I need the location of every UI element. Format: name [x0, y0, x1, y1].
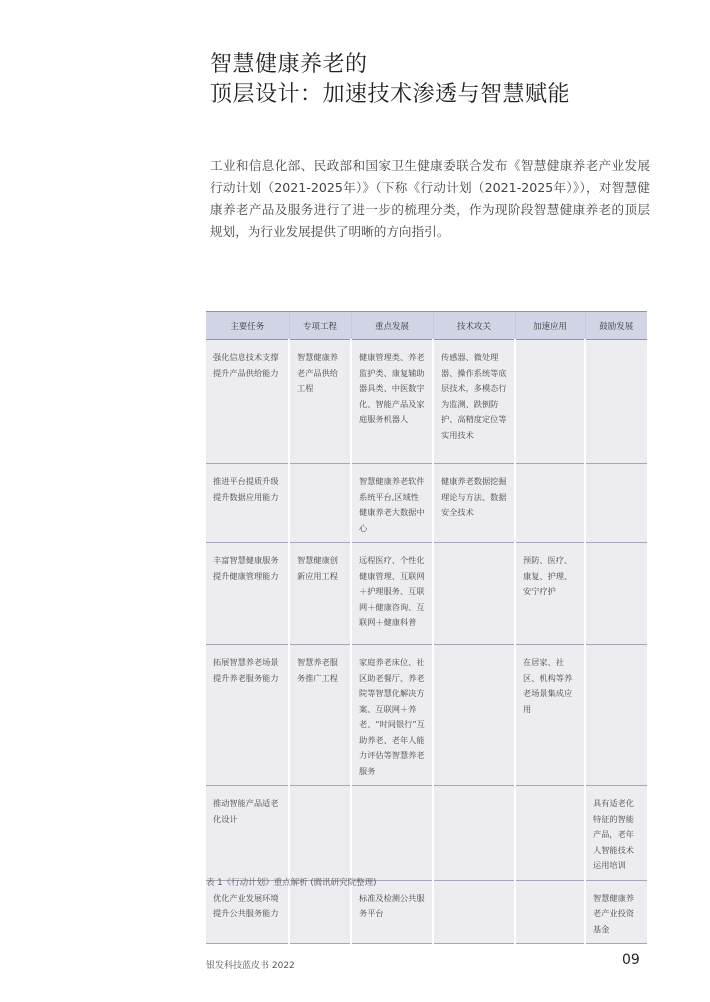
header-accelerate-application: 加速应用 [515, 312, 585, 340]
table-cell: 具有适老化特征的智能产品，老年人智能技术运用培训 [585, 786, 647, 881]
table-cell [433, 645, 515, 786]
table-cell [289, 880, 351, 944]
table-cell [289, 786, 351, 881]
table-row [206, 786, 647, 881]
table-cell [433, 880, 515, 944]
table-cell: 智慧健康养老产品供给工程 [289, 340, 351, 464]
table-cell: 推进平台提质升级提升数据应用能力 [206, 464, 289, 543]
table-header-row [206, 312, 647, 340]
table-row [206, 340, 647, 464]
table-cell [585, 340, 647, 464]
plan-table-container [206, 311, 647, 944]
table-cell [433, 543, 515, 645]
table-cell: 丰富智慧健康服务提升健康管理能力 [206, 543, 289, 645]
header-tech-breakthrough: 技术攻关 [433, 312, 515, 340]
title-line-2: 顶层设计：加速技术渗透与智慧赋能 [210, 82, 571, 107]
table-cell [515, 786, 585, 881]
table-row [206, 543, 647, 645]
table-row [206, 645, 647, 786]
table-cell: 传感器、微处理器、操作系统等底层技术，多模态行为监测、跌倒防护、高精度定位等实用技术 [433, 340, 515, 464]
page-number: 09 [622, 952, 640, 968]
table-cell [433, 786, 515, 881]
table-cell: 拓展智慧养老场景提升养老服务能力 [206, 645, 289, 786]
table-row [206, 880, 647, 944]
table-cell [515, 464, 585, 543]
table-cell: 智慧健康养老产业投资基金 [585, 880, 647, 944]
table-header [206, 312, 647, 340]
table-cell: 智慧养老服务推广工程 [289, 645, 351, 786]
table-cell: 强化信息技术支撑提升产品供给能力 [206, 340, 289, 464]
table-cell: 标准及检测公共服务平台 [351, 880, 433, 944]
table-cell: 健康管理类、养老监护类、康复辅助器具类、中医数字化、智能产品及家庭服务机器人 [351, 340, 433, 464]
table-cell: 推动智能产品适老化设计 [206, 786, 289, 881]
table-cell [585, 543, 647, 645]
header-key-development: 重点发展 [351, 312, 433, 340]
table-cell: 家庭养老床位、社区助老餐厅、养老院等智慧化解决方案、互联网＋养老、“时间银行”互助养老、老年人能力评估等智慧养老服务 [351, 645, 433, 786]
page-title [210, 50, 570, 110]
footer-book-title: 银发科技蓝皮书 2022 [206, 961, 295, 971]
title-line-1: 智慧健康养老的 [210, 52, 368, 77]
plan-table [206, 311, 647, 944]
header-main-task: 主要任务 [206, 312, 289, 340]
table-cell: 优化产业发展环境提升公共服务能力 [206, 880, 289, 944]
table-cell [515, 340, 585, 464]
table-cell: 在居家、社区、机构等养老场景集成应用 [515, 645, 585, 786]
table-cell [585, 645, 647, 786]
table-cell [585, 464, 647, 543]
table-cell: 健康养老数据挖掘理论与方法、数据安全技术 [433, 464, 515, 543]
table-caption: 表 1《行动计划》重点解析 (腾讯研究院整理) [206, 878, 377, 888]
table-row [206, 464, 647, 543]
table-cell: 智慧健康创新应用工程 [289, 543, 351, 645]
table-cell: 远程医疗、个性化健康管理、互联网＋护理服务、互联网＋健康咨询、互联网＋健康科普 [351, 543, 433, 645]
table-body [206, 340, 647, 944]
table-cell [515, 880, 585, 944]
table-cell: 预防、医疗、康复、护理、安宁疗护 [515, 543, 585, 645]
header-special-project: 专项工程 [289, 312, 351, 340]
intro-paragraph: 工业和信息化部、民政部和国家卫生健康委联合发布《智慧健康养老产业发展行动计划（2021-2025年）》（下称《行动计划（2021-2025年）》），对智慧健康养老产品及服务进行了进一步的梳理分类，作为现阶段智慧健康养老的顶层规划，为行业发展提供了明晰的方向指引。 [210, 158, 650, 239]
table-cell [289, 464, 351, 543]
header-encourage-development: 鼓励发展 [585, 312, 647, 340]
table-cell [351, 786, 433, 881]
table-cell: 智慧健康养老软件系统平台,区域性健康养老大数据中心 [351, 464, 433, 543]
